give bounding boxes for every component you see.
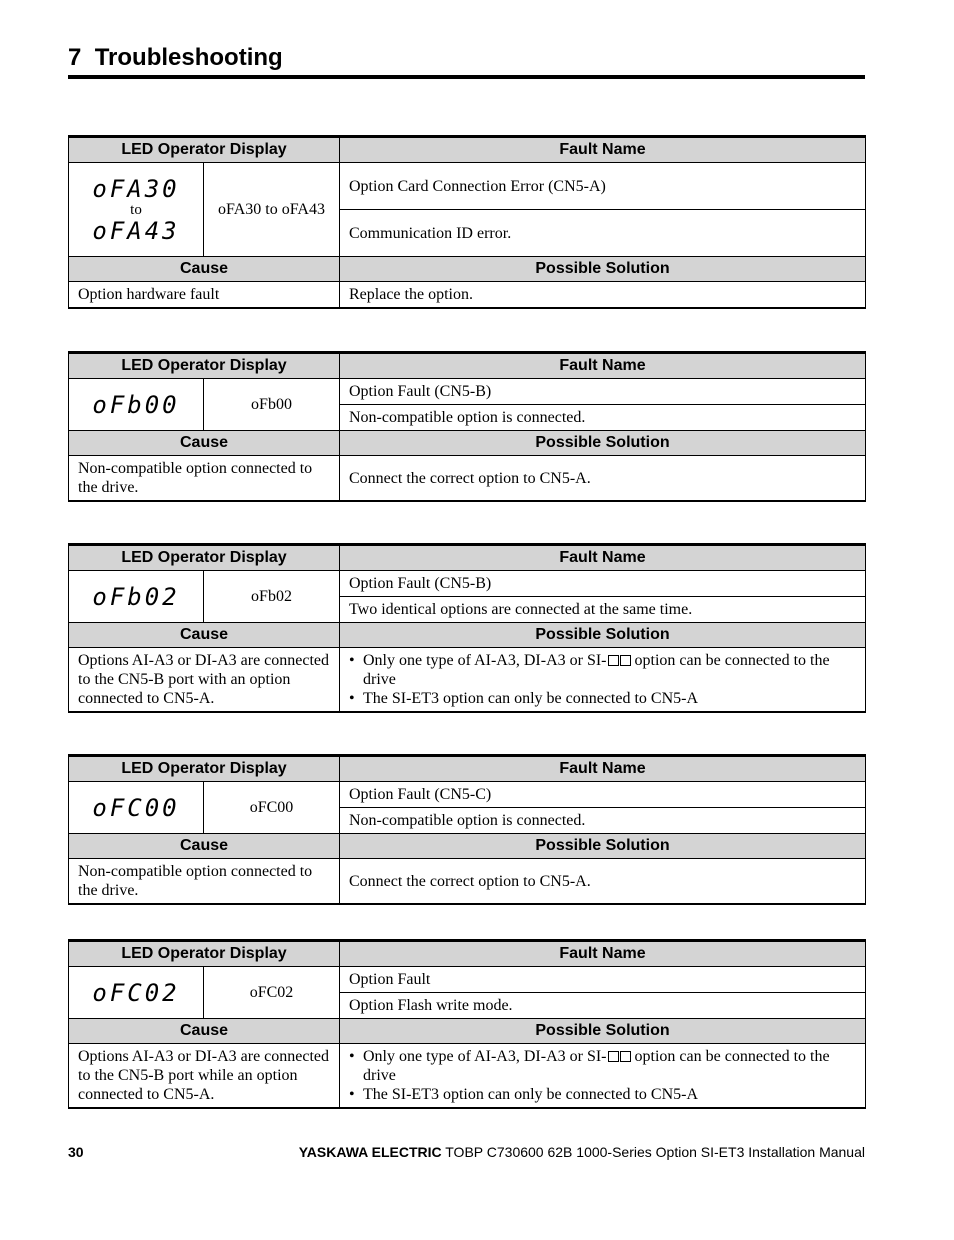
cause-header: Cause: [69, 431, 340, 456]
chapter-name: Troubleshooting: [94, 44, 283, 71]
cause-row: [69, 648, 866, 713]
fault-name-header: Fault Name: [340, 545, 866, 571]
fault-table-ofb00: [68, 351, 866, 502]
placeholder-box-icon: [608, 1051, 619, 1062]
solution-text-b: option can be connected to the drive: [363, 1048, 830, 1084]
header-row: [69, 137, 866, 163]
solution-text: Connect the correct option to CN5-A.: [340, 456, 866, 502]
cause-row: [69, 1044, 866, 1109]
solution-header: Possible Solution: [340, 623, 866, 648]
fault-name-secondary: Communication ID error.: [340, 210, 866, 257]
placeholder-box-icon: [620, 655, 631, 666]
cause-header: Cause: [69, 257, 340, 282]
led-display-cell: [69, 571, 204, 623]
fault-row: [69, 782, 866, 808]
fault-name-secondary: Non-compatible option is connected.: [340, 405, 866, 431]
solution-item: [349, 651, 856, 689]
solution-cell: [340, 1044, 866, 1109]
solution-list: [349, 651, 856, 708]
cause-text: Non-compatible option connected to the drive.: [69, 456, 340, 502]
solution-cell: [340, 648, 866, 713]
led-display-to: to: [130, 201, 142, 218]
fault-row: [69, 163, 866, 210]
led-display-cell: [69, 379, 204, 431]
footer-doc-name: TOBP C730600 62B 1000-Series Option SI-ET3 Installation Manual: [441, 1144, 865, 1160]
header-row: [69, 756, 866, 782]
led-display-cell: [69, 967, 204, 1019]
led-display-bottom: oFA43: [92, 216, 180, 245]
cause-row: [69, 282, 866, 309]
fault-row: [69, 379, 866, 405]
solution-text-b: option can be connected to the drive: [363, 652, 830, 688]
cause-text: Options AI-A3 or DI-A3 are connected to the CN5-B port while an option connected to CN5-A.: [69, 1044, 340, 1109]
led-display-top: oFA30: [92, 174, 180, 203]
cause-text: Non-compatible option connected to the drive.: [69, 859, 340, 905]
placeholder-box-icon: [620, 1051, 631, 1062]
fault-name-primary: Option Card Connection Error (CN5-A): [340, 163, 866, 210]
header-row: [69, 545, 866, 571]
solution-item: • The SI-ET3 option can only be connected to CN5-A: [349, 1085, 856, 1104]
fault-name-secondary: Non-compatible option is connected.: [340, 808, 866, 834]
fault-name-primary: Option Fault (CN5-B): [340, 379, 866, 405]
led-display-header: LED Operator Display: [69, 545, 340, 571]
solution-item: [349, 1047, 856, 1085]
led-display-cell: [69, 782, 204, 834]
solution-text: Replace the option.: [340, 282, 866, 309]
fault-name-secondary: Two identical options are connected at the same time.: [340, 597, 866, 623]
solution-header: Possible Solution: [340, 1019, 866, 1044]
header-row: [69, 257, 866, 282]
solution-text: Connect the correct option to CN5-A.: [340, 859, 866, 905]
led-display-header: LED Operator Display: [69, 137, 340, 163]
fault-name-header: Fault Name: [340, 137, 866, 163]
placeholder-box-icon: [608, 655, 619, 666]
fault-code: oFC02: [204, 967, 340, 1019]
led-display-cell: [69, 163, 204, 257]
fault-name-secondary: Option Flash write mode.: [340, 993, 866, 1019]
chapter-rule: [68, 75, 865, 79]
led-display-header: LED Operator Display: [69, 353, 340, 379]
fault-name-primary: Option Fault (CN5-C): [340, 782, 866, 808]
fault-table-ofc00: [68, 754, 866, 905]
fault-name-primary: Option Fault: [340, 967, 866, 993]
fault-name-primary: Option Fault (CN5-B): [340, 571, 866, 597]
header-row: [69, 623, 866, 648]
led-display: oFb00: [92, 390, 180, 419]
chapter-title: [68, 42, 283, 74]
led-display: oFC02: [92, 978, 180, 1007]
cause-header: Cause: [69, 623, 340, 648]
fault-code: oFA30 to oFA43: [204, 163, 340, 257]
solution-header: Possible Solution: [340, 257, 866, 282]
footer-document-title: [299, 1142, 865, 1162]
cause-header: Cause: [69, 1019, 340, 1044]
led-display: oFb02: [92, 582, 180, 611]
fault-table-ofc02: [68, 939, 866, 1109]
led-display-header: LED Operator Display: [69, 756, 340, 782]
header-row: [69, 431, 866, 456]
fault-name-header: Fault Name: [340, 756, 866, 782]
led-display-header: LED Operator Display: [69, 941, 340, 967]
cause-row: [69, 859, 866, 905]
led-display: oFC00: [92, 793, 180, 822]
header-row: [69, 941, 866, 967]
solution-list: [349, 1047, 856, 1104]
header-row: [69, 353, 866, 379]
footer-brand: YASKAWA ELECTRIC: [298, 1144, 442, 1160]
fault-row: [69, 571, 866, 597]
header-row: [69, 1019, 866, 1044]
cause-text: Options AI-A3 or DI-A3 are connected to the CN5-B port with an option connected to CN5-A.: [69, 648, 340, 713]
fault-row: [69, 967, 866, 993]
fault-code: oFb00: [204, 379, 340, 431]
solution-text-a: Only one type of AI-A3, DI-A3 or SI-: [363, 652, 607, 669]
cause-row: [69, 456, 866, 502]
page-number: 30: [68, 1144, 84, 1160]
page-footer: [68, 1142, 865, 1162]
solution-text-a: Only one type of AI-A3, DI-A3 or SI-: [363, 1048, 607, 1065]
fault-table-ofa30: [68, 135, 866, 309]
header-row: [69, 834, 866, 859]
solution-item: • The SI-ET3 option can only be connected to CN5-A: [349, 689, 856, 708]
fault-name-header: Fault Name: [340, 353, 866, 379]
solution-header: Possible Solution: [340, 431, 866, 456]
fault-code: oFC00: [204, 782, 340, 834]
chapter-number: 7: [68, 44, 82, 71]
fault-table-ofb02: [68, 543, 866, 713]
cause-text: Option hardware fault: [69, 282, 340, 309]
solution-header: Possible Solution: [340, 834, 866, 859]
cause-header: Cause: [69, 834, 340, 859]
fault-code: oFb02: [204, 571, 340, 623]
fault-name-header: Fault Name: [340, 941, 866, 967]
